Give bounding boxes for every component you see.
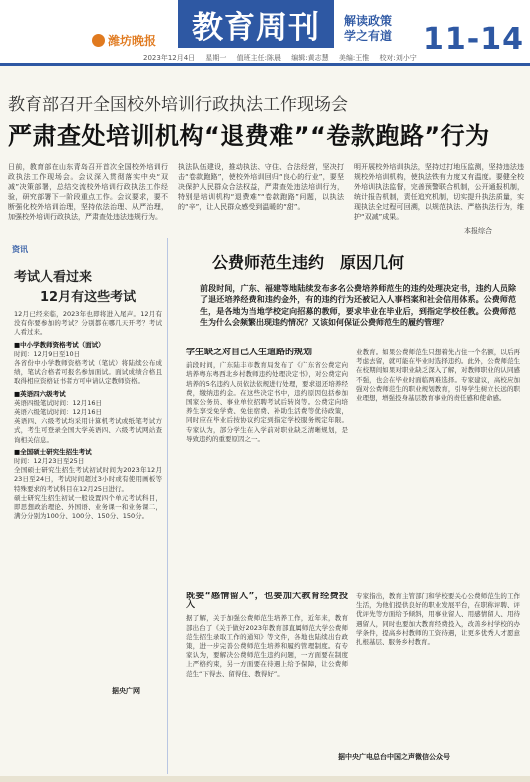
sunrise-logo-icon <box>92 34 105 47</box>
lead-column-2: 执法队伍建设，推动执法、守住、合法经营，坚决打击“卷款跑路”，使校外培训回归“良心的行业”，要坚决保护人民群众合法权益，严肃查处违法培训行为，特别是培训机构“退费难”“卷款跑路”问题，以执法的“辛”，让人民群众感受到温暖的“甜”。 <box>178 163 344 211</box>
news-section-heading: ■中小学教师资格考试（面试） <box>14 340 105 349</box>
feature-subhead-2: 既要“感情留人”，也要加大教育经费投入 <box>186 592 348 611</box>
section-title: 教育周刊 <box>192 9 320 46</box>
news-line: 时间：12月23日至25日 <box>14 457 85 466</box>
news-line: 英语六级笔试时间：12月16日 <box>14 408 103 417</box>
duty-editor: 值班主任:陈晨 <box>236 54 282 62</box>
feature-header <box>178 250 524 272</box>
brand-logo <box>92 30 178 50</box>
page-number: 11-14 <box>423 22 524 57</box>
brand-name: 潍坊晚报 <box>108 33 157 48</box>
proofreader: 校对:刘小宁 <box>379 54 417 62</box>
news-line: 英语四、六级考试均采用计算机考试或纸笔考试方式，考生可登录全国大学英语四、六级考试网站查询相关信息。 <box>14 417 162 444</box>
issue-date: 2023年12月4日 <box>143 54 196 62</box>
feature-credit: 据中央广电总台中国之声微信公众号 <box>338 753 450 761</box>
designer: 美编:王惟 <box>338 54 370 62</box>
bottom-strip <box>0 776 530 782</box>
feature-column-2 <box>356 348 520 576</box>
feature-title: 公费师范生违约 原因几何 <box>212 253 405 272</box>
lead-column-1: 日前，教育部在山东青岛召开首次全国校外培训行政执法工作现场会。会议深入贯彻落实中央“双减”决策部署，总结交流校外培训行政执法工作经验，研究部署下一阶段重点工作。会议要求，要不断强化校外培训治理，坚持依法治理、从严治理，加强校外培训行政执法，严肃查处违法违规行为。 <box>8 163 168 221</box>
feature-subhead-1: 学生缺乏对自己人生道路的规划 <box>186 348 313 357</box>
feature-lead: 前段时间，广东、福建等地陆续发布多名公费培养师范生的违约处理决定书，违约人员除了退还培养经费和违约金外，有的违约行为还被记入人事档案和社会信用体系。公费师范生，是各地为当地学校定向招募的教师，要求毕业在毕业后，到指定学校任教。公费师范生为什么会频繁出现违约情况？又该如何保证公费师范生的履约管理？ <box>200 284 516 327</box>
slogan-line-2: 学之有道 <box>344 29 393 43</box>
news-line: 各省份中小学教师资格考试（笔试）将陆续公布成绩，笔试合格者可报名参加面试。面试成绩合格且取得相应资格证书者方可申请认定教师资格。 <box>14 359 162 386</box>
feature-text-4: 专家指出，教育主管部门和学校要关心公费师范生的工作生活，为他们提供良好的职业发展平台，在职称评聘、评优评先等方面给予倾斜，用事业留人、用感情留人、用待遇留人，同时也要加大教育经费投入，改善乡村学校的办学条件，提高乡村教师的工资待遇，让更多优秀人才愿意扎根基层、服务乡村教育。 <box>356 592 520 647</box>
masthead <box>0 0 530 64</box>
news-title-line-2: 12月有这些考试 <box>40 290 137 305</box>
feature-column-1 <box>186 348 348 576</box>
news-title-line-1: 考试人看过来 <box>14 270 93 285</box>
feature-column-4 <box>356 592 520 772</box>
news-section-heading: ■英语四六级考试 <box>14 389 66 398</box>
lead-column-3: 明开展校外培训执法，坚持过打地压监测，坚持违法违规校外培训机构，使执法铁有力度又有温度。要健全校外培训执法监督，完善预警联合机制，公开通报机制，统计报告机制，责任追究机制，切实提升执法质量，实现执法全过程可回溯，以规范执法、严格执法行为，维护“双减”成果。 <box>354 163 524 221</box>
news-intro: 12月已经来临，2023年也即将进入尾声。12月有没有你要参加的考试？分别都在哪几天开考？考试人看过来。 <box>14 310 162 337</box>
section-title-block <box>178 0 334 48</box>
feature-text-3: 据了解，关于加强公费师范生培养工作，近年来，教育部出台了《关于做好2023年教育部直属师范大学公费师范生招生录取工作的通知》等文件，各地也陆续出台政策，进一步完善公费师范生培养和履约管理制度。有专家认为，要解决公费师范生违约问题，一方面要在制度上严格约束，另一方面要在待遇上给予保障，让公费师范生“下得去、留得住、教得好”。 <box>186 614 348 678</box>
news-section-heading: ■全国硕士研究生招生考试 <box>14 447 92 456</box>
feature-column-3 <box>186 592 348 772</box>
masthead-rule <box>0 63 530 66</box>
masthead-meta <box>143 53 443 63</box>
slogan <box>344 14 404 44</box>
lead-kicker: 教育部召开全国校外培训行政执法工作现场会 <box>8 95 348 115</box>
news-line: 全国硕士研究生招生考试初试时间为2023年12月23日至24日，考试时间超过3小时或有使用画板等特殊要求的考试科目在12月25日进行。 <box>14 466 162 493</box>
sidebar-news <box>6 238 168 774</box>
news-tag: 资讯 <box>12 245 28 254</box>
feature-text-1: 前段时间，广东陆丰市教育局发布了《广东省公费定向培养粤东粤西北乡村教师违约处理决定书》，对公费定向培养的5名违约人员依法依规进行处理，要求退还培养经费，缴纳违约金。在这些决定书中，违约原因包括参加国家公务员、事业单位招聘考试后转岗等。公费定向培养生享受免学费、免住宿费、补助生活费等优待政策，同时应在毕业后按协议约定到指定学校服务规定年限。专家认为，部分学生在入学前对职业缺乏清晰规划，是导致违约的重要原因之一。 <box>186 361 348 443</box>
lead-credit: 本报综合 <box>464 227 492 235</box>
lead-headline: 严肃查处培训机构“退费难”“卷款跑路”行为 <box>8 122 490 150</box>
slogan-line-1: 解读政策 <box>344 14 393 28</box>
news-line: 时间：12月9日至10日 <box>14 349 81 358</box>
issue-weekday: 星期一 <box>205 54 227 62</box>
news-credit: 据央广网 <box>112 687 140 695</box>
desk-editor: 编辑:黄志慧 <box>291 54 329 62</box>
news-line: 硕士研究生招生初试一般设置四个单元考试科目，即思想政治理论、外国语、业务课一和业务课二，满分分别为100分、100分、150分、150分。 <box>14 493 162 521</box>
feature-text-2: 业教育。如果公费师范生只想着先占住一个名额，以后再考虑去留，就可能在毕业时选择违约。此外，公费师范生在校期间如果对职业缺乏深入了解，对教师职业的认同感不强，也会在毕业时面临两难选择。专家建议，高校应加强对公费师范生的职业规划教育，引导学生树立长远的职业理想，增强投身基层教育事业的责任感和使命感。 <box>356 348 520 403</box>
news-line: 英语四级笔试时间：12月16日 <box>14 398 103 407</box>
